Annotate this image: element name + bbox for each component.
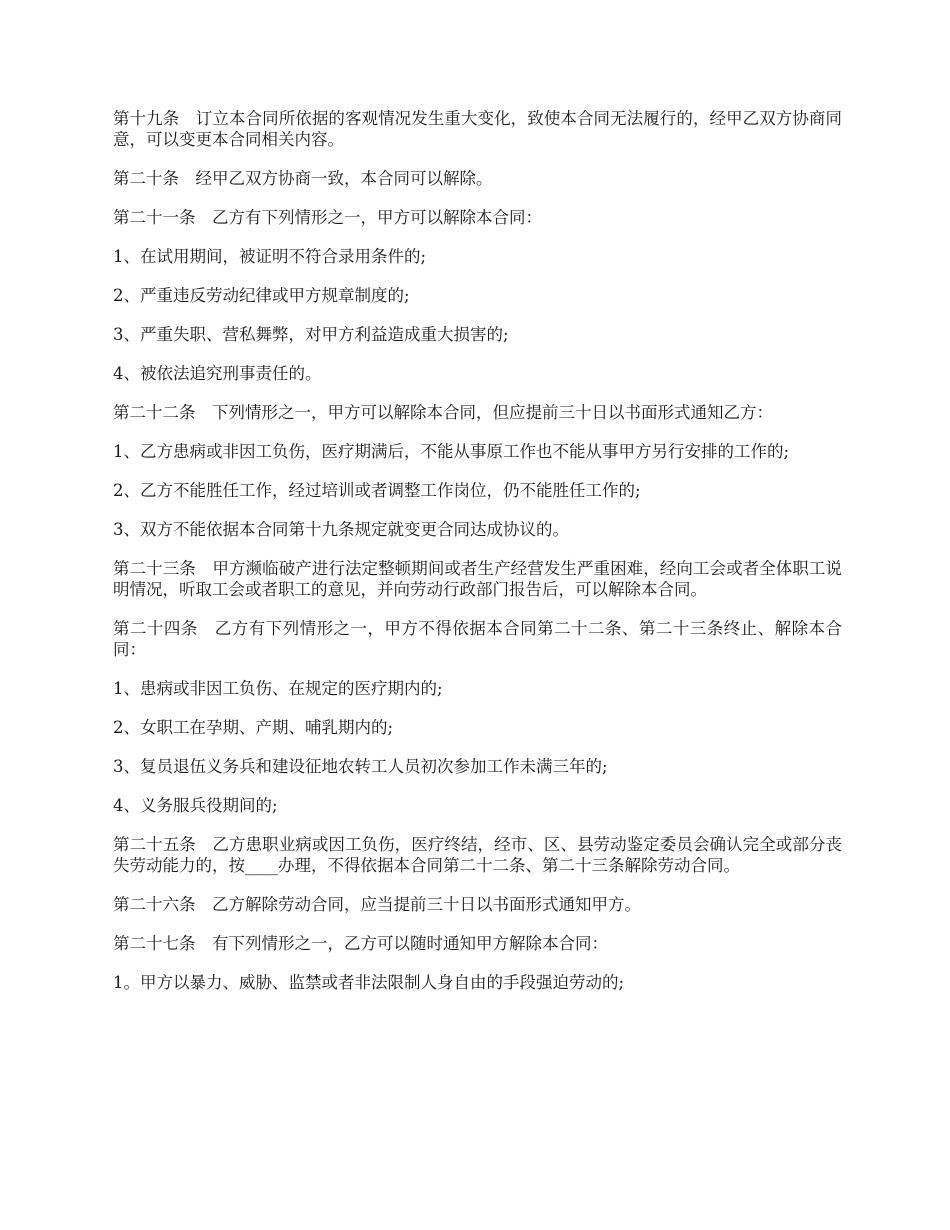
clause-27: 第二十七条 有下列情形之一，乙方可以随时通知甲方解除本合同： [113, 934, 608, 953]
clause-22: 第二十二条 下列情形之一，甲方可以解除本合同，但应提前三十日以书面形式通知乙方： [113, 403, 773, 422]
clause-24-item-2: 2、女职工在孕期、产期、哺乳期内的; [113, 718, 394, 737]
clause-22-item-1: 1、乙方患病或非因工负伤，医疗期满后，不能从事原工作也不能从事甲方另行安排的工作的; [113, 442, 790, 461]
clause-25: 第二十五条 乙方患职业病或因工负伤，医疗终结，经市、区、县劳动鉴定委员会确认完全或部分丧失劳动能力的，按____办理，不得依据本合同第二十二条、第二十三条解除劳动合同。 [113, 835, 842, 875]
clause-24-item-1: 1、患病或非因工负伤、在规定的医疗期内的; [113, 679, 443, 698]
clause-21-item-4: 4、被依法追究刑事责任的。 [113, 364, 322, 383]
clause-21-item-3: 3、严重失职、营私舞弊，对甲方利益造成重大损害的; [113, 325, 509, 344]
clause-21-item-2: 2、严重违反劳动纪律或甲方规章制度的; [113, 286, 410, 305]
clause-23: 第二十三条 甲方濒临破产进行法定整顿期间或者生产经营发生严重困难，经向工会或者全体职工说明情况，听取工会或者职工的意见，并向劳动行政部门报告后，可以解除本合同。 [113, 559, 842, 599]
clause-20: 第二十条 经甲乙双方协商一致，本合同可以解除。 [113, 169, 493, 188]
clause-21-item-1: 1、在试用期间，被证明不符合录用条件的; [113, 247, 427, 266]
clause-26: 第二十六条 乙方解除劳动合同，应当提前三十日以书面形式通知甲方。 [113, 895, 641, 914]
clause-24: 第二十四条 乙方有下列情形之一，甲方不得依据本合同第二十二条、第二十三条终止、解除本合同： [113, 619, 842, 659]
clause-21: 第二十一条 乙方有下列情形之一，甲方可以解除本合同： [113, 208, 542, 227]
clause-19: 第十九条 订立本合同所依据的客观情况发生重大变化，致使本合同无法履行的，经甲乙双方协商同意，可以变更本合同相关内容。 [113, 109, 842, 149]
clause-24-item-3: 3、复员退伍义务兵和建设征地农转工人员初次参加工作未满三年的; [113, 757, 608, 776]
clause-22-item-3: 3、双方不能依据本合同第十九条规定就变更合同达成协议的。 [113, 520, 569, 539]
clause-22-item-2: 2、乙方不能胜任工作，经过培训或者调整工作岗位，仍不能胜任工作的; [113, 481, 641, 500]
clause-24-item-4: 4、义务服兵役期间的; [113, 796, 278, 815]
clause-27-item-1: 1。甲方以暴力、威胁、监禁或者非法限制人身自由的手段强迫劳动的; [113, 973, 625, 992]
